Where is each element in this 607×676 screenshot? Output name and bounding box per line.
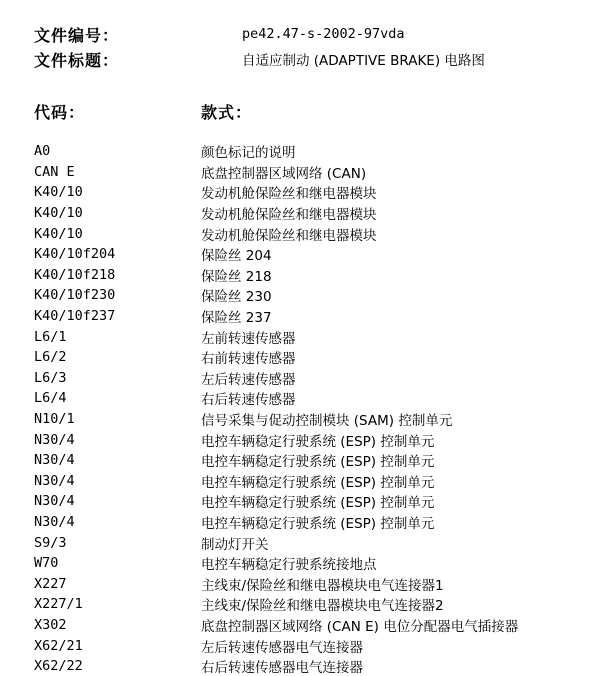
table-row (34, 265, 607, 286)
row-code: X62/22 (34, 658, 83, 675)
row-code: N30/4 (34, 513, 75, 530)
row-code: X62/21 (34, 637, 83, 654)
table-row (34, 553, 607, 574)
row-code: K40/10 (34, 205, 83, 222)
row-description: 颜色标记的说明 (201, 145, 296, 162)
row-description: 保险丝 218 (201, 268, 272, 285)
row-description: 保险丝 237 (201, 310, 272, 327)
row-description: 底盘控制器区域网络 (CAN E) 电位分配器电气插接器 (201, 618, 519, 635)
row-code: L6/4 (34, 390, 67, 407)
row-code: N30/4 (34, 431, 75, 448)
row-description: 底盘控制器区域网络 (CAN) (201, 165, 367, 182)
row-description: 发动机舱保险丝和继电器模块 (201, 186, 377, 203)
doc-title-row (34, 48, 485, 70)
row-code: K40/10 (34, 184, 83, 201)
doc-number-value: pe42.47-s-2002-97vda (242, 26, 405, 42)
row-code: K40/10f230 (34, 287, 116, 304)
table-row (34, 141, 607, 162)
row-description: 左后转速传感器 (201, 371, 296, 388)
table-row (34, 162, 607, 183)
table-row (34, 656, 607, 676)
table-row (34, 326, 607, 347)
row-description: 电控车辆稳定行驶系统 (ESP) 控制单元 (201, 474, 435, 491)
row-description: 保险丝 230 (201, 289, 272, 306)
row-code: N30/4 (34, 472, 75, 489)
table-row (34, 635, 607, 656)
table-row (34, 471, 607, 492)
row-code: N30/4 (34, 493, 75, 510)
table-row (34, 347, 607, 368)
row-description: 制动灯开关 (201, 536, 269, 553)
table-row (34, 429, 607, 450)
row-code: K40/10f237 (34, 308, 116, 325)
row-description: 电控车辆稳定行驶系统 (ESP) 控制单元 (201, 433, 435, 450)
table-row (34, 532, 607, 553)
row-description: 发动机舱保险丝和继电器模块 (201, 227, 377, 244)
table-row (34, 388, 607, 409)
row-description: 电控车辆稳定行驶系统接地点 (201, 557, 377, 574)
row-description: 电控车辆稳定行驶系统 (ESP) 控制单元 (201, 454, 435, 471)
row-code: X227/1 (34, 596, 83, 613)
table-row (34, 182, 607, 203)
table-row (34, 594, 607, 615)
doc-title-label: 文件标题： (34, 50, 120, 70)
row-code: K40/10f218 (34, 266, 116, 283)
row-description: 左后转速传感器电气连接器 (201, 639, 363, 656)
row-code: W70 (34, 555, 59, 572)
doc-number-row (34, 23, 405, 45)
row-code: N30/4 (34, 452, 75, 469)
row-description: 右后转速传感器电气连接器 (201, 660, 363, 676)
row-code: S9/3 (34, 534, 67, 551)
code-column-header: 代码： (34, 103, 86, 122)
table-row (34, 306, 607, 327)
table-row (34, 244, 607, 265)
row-description: 信号采集与促动控制模块 (SAM) 控制单元 (201, 413, 453, 430)
row-description: 保险丝 204 (201, 248, 272, 265)
table-row (34, 491, 607, 512)
row-code: CAN E (34, 163, 75, 180)
row-code: K40/10 (34, 225, 83, 242)
row-code: L6/1 (34, 328, 67, 345)
row-code: L6/2 (34, 349, 67, 366)
table-row (34, 512, 607, 533)
row-code: L6/3 (34, 369, 67, 386)
code-table (34, 141, 607, 676)
table-row (34, 450, 607, 471)
row-code: K40/10f204 (34, 246, 116, 263)
row-description: 电控车辆稳定行驶系统 (ESP) 控制单元 (201, 515, 435, 532)
row-description: 右后转速传感器 (201, 392, 296, 409)
table-row (34, 285, 607, 306)
row-description: 右前转速传感器 (201, 351, 296, 368)
row-description: 主线束/保险丝和继电器模块电气连接器1 (201, 577, 444, 594)
row-code: A0 (34, 143, 51, 160)
row-description: 发动机舱保险丝和继电器模块 (201, 207, 377, 224)
row-code: N10/1 (34, 411, 75, 428)
row-code: X227 (34, 575, 67, 592)
table-row (34, 203, 607, 224)
table-row (34, 368, 607, 389)
table-row (34, 223, 607, 244)
desc-column-header: 款式： (201, 103, 253, 122)
table-row (34, 409, 607, 430)
doc-number-label: 文件编号： (34, 25, 120, 45)
table-row (34, 615, 607, 636)
row-description: 左前转速传感器 (201, 330, 296, 347)
doc-title-value: 自适应制动 (ADAPTIVE BRAKE) 电路图 (242, 53, 485, 69)
table-row (34, 573, 607, 594)
row-description: 电控车辆稳定行驶系统 (ESP) 控制单元 (201, 495, 435, 512)
row-description: 主线束/保险丝和继电器模块电气连接器2 (201, 598, 444, 615)
row-code: X302 (34, 616, 67, 633)
